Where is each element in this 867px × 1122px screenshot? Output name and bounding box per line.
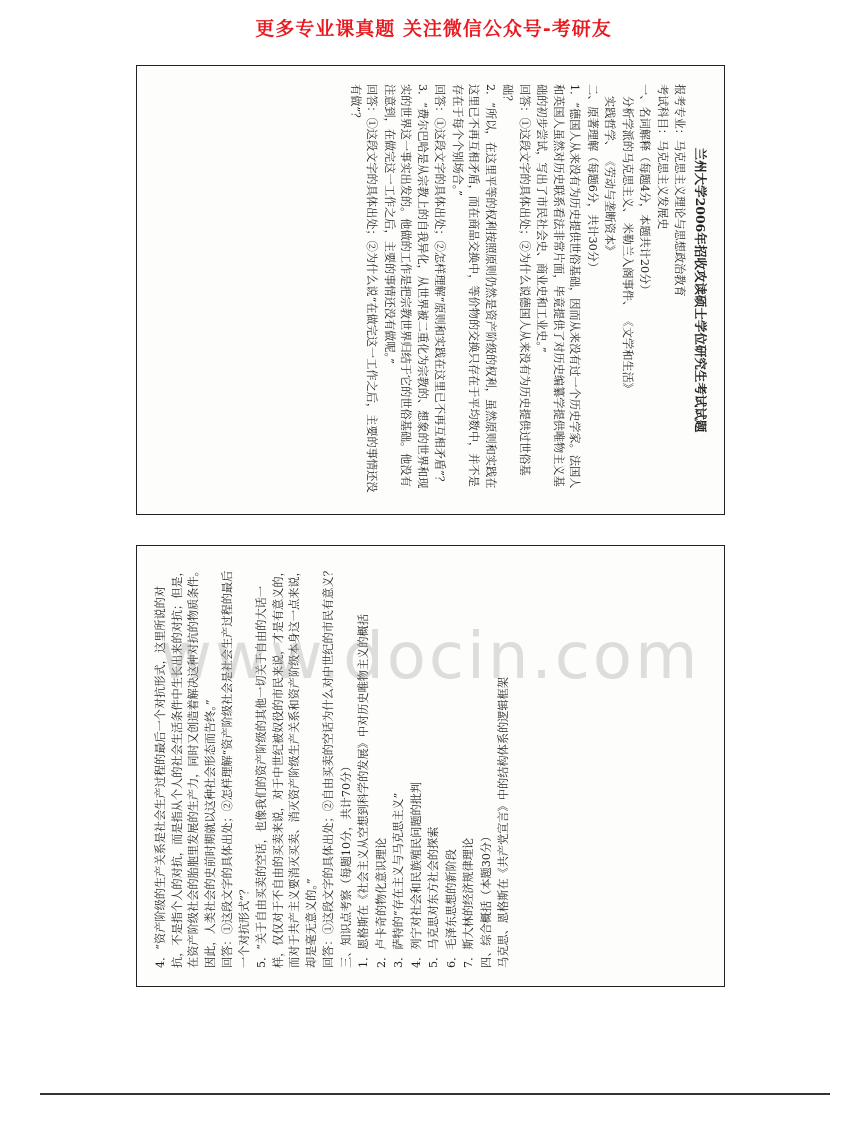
list-item: 2．卢卡奇的物化意识理论 — [374, 837, 388, 968]
page-2-text — [137, 546, 724, 986]
exam-title: 兰州大学2006年招收攻读硕士学位研究生考试试题 — [693, 147, 708, 433]
page-1-text — [137, 66, 724, 514]
question-text: 3．“费尔巴哈是从宗教上的自我异化，从世界被二重化为宗教的、想象的世界和现实的世界这一事实出发的。他做的工作是把宗教世界归结于它的世俗基础。他没有注意到，在做完这一工作之后，主要的事情还没有做呢。” — [383, 84, 429, 489]
question-prompt: 回答：①这段文字的具体出处；②怎样理解“资产阶级社会是社会生产过程的最后一个对抗形式”？ — [221, 570, 251, 968]
bottom-divider — [40, 1093, 830, 1095]
list-item: 1．恩格斯在《社会主义从空想到科学的发展》中对历史唯物主义的概括 — [357, 614, 370, 968]
watermark: www.docin.com — [159, 620, 701, 694]
question-prompt: 回答：①这段文字的具体出处；②为什么说德国人从来没有为历史提供过世俗基础？ — [501, 84, 531, 476]
question-prompt: 回答：①这段文字的具体出处；②为什么说“在做完这一工作之后，主要的事情还没有做”？ — [349, 84, 379, 493]
question-prompt: 回答：①这段文字的具体出处；②怎样理解“原则和实践在这里已不再互相矛盾”？ — [433, 84, 447, 488]
exam-page-2 — [136, 545, 725, 987]
list-item: 3．萨特的“存在主义与马克思主义” — [392, 792, 405, 968]
list-item: 7．斯大林的经济规律理论 — [462, 837, 475, 968]
text-line: 分析学派的马克思主义、 米勒兰入阁事件、 《文学和生活》 — [621, 96, 634, 394]
question-text: 5．“关于自由买卖的空话，也像我们的资产阶级的其他一切关于自由的大话一样，仅仅对于不自由的买卖来说，对于中世纪被奴役的市民来说，才是有意义的，而对于共产主义要消灭买卖、消灭资产阶级生产关系和资产阶级本身这一点来说，却是毫无意义的。” — [255, 565, 318, 968]
question-text: 1．“德国人从来没有为历史提供世俗基础，因而从来没有过一个历史学家。法国人和英国人虽然对历史联系看法非常片面，毕竟提供了对历史编纂学提供唯物主义基础的初步尝试，写出了市民社会史、商业史和工业史。” — [535, 84, 582, 489]
question-prompt: 回答：①这段文字的具体出处；②自由买卖的空话为什么对中世纪的市民有意义？ — [322, 565, 335, 968]
section-heading: 四、综合概括（本题30分） — [479, 830, 493, 968]
list-item: 5．马克思对东方社会的探索 — [427, 826, 440, 968]
section-heading: 二、原著理解（每题6分，共计30分） — [586, 84, 599, 274]
text-line: 实践哲学、 《劳动与垄断资本》 — [603, 96, 617, 257]
question-text: 马克思、恩格斯在《共产党宣言》中的结构体系的逻辑框架 — [497, 677, 510, 968]
promo-banner: 更多专业课真题 关注微信公众号-考研友 — [255, 18, 612, 40]
page-2-rotated-content — [137, 546, 724, 986]
list-item: 4．列宁对社会和民族殖民问题的批判 — [409, 781, 423, 968]
section-heading: 三、知识点考察（每题10分，共计70分） — [339, 760, 353, 968]
list-item: 6．毛泽东思想的新阶段 — [444, 849, 458, 968]
question-text: 2．“所以，在这里平等的权利按照原则仍然是资产阶级的权利，虽然原则和实践在这里已不再互相矛盾，而在商品交换中，等价物的交换只存在于平均数中，并不是存在于每个个别场合。” — [451, 84, 497, 489]
text-line: 报考专业：马克思主义理论与思想政治教育 — [673, 84, 687, 297]
text-line: 考试科目：马克思主义发展史 — [656, 84, 669, 230]
exam-page-1 — [136, 65, 725, 515]
page-1-rotated-content — [137, 66, 724, 514]
question-text: 4．“资产阶级的生产关系是社会生产过程的最后一个对抗形式，这里所说的对抗，不是指个人的对抗，而是指从个人的社会生活条件中生长出来的对抗；但是，在资产阶级社会的胎胞里发展的生产力，同时又创造着解决这种对抗的物质条件。因此，人类社会的史前时期就以这种社会形态而告终。” — [154, 565, 217, 968]
section-heading: 一、名词解释（每题4分，本题共计20分） — [638, 84, 652, 296]
